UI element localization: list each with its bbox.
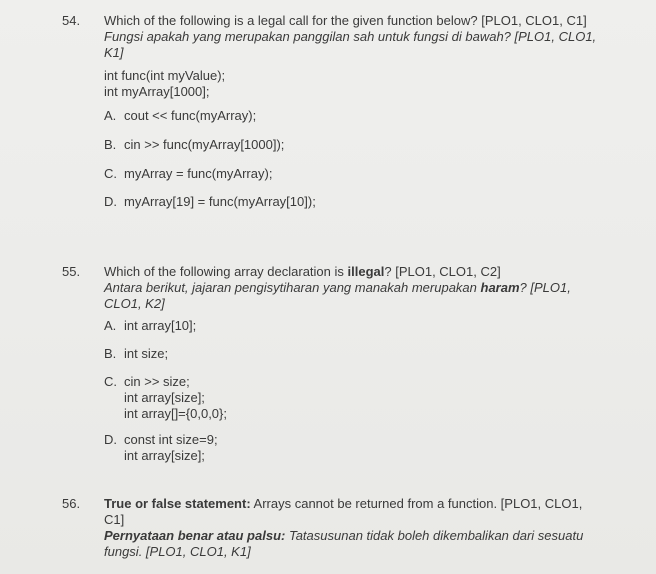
question-54-code-line1: int func(int myValue); [104, 68, 226, 83]
stem-keyword: illegal [347, 264, 385, 279]
question-55-option-c-line2: int array[size]; [124, 390, 205, 405]
question-55-option-a[interactable] [104, 318, 196, 334]
option-text: const int size=9; [124, 432, 218, 447]
question-54-number: 54. [62, 13, 81, 28]
question-54-translation-line2: K1] [104, 45, 124, 60]
question-56-translation-line1 [104, 528, 583, 544]
question-55-translation-line2: CLO1, K2] [104, 296, 165, 311]
question-55-option-c[interactable] [104, 374, 190, 390]
option-letter: C. [104, 166, 117, 181]
question-54-option-c[interactable] [104, 166, 272, 182]
option-text: myArray = func(myArray); [124, 166, 273, 181]
question-56-number: 56. [62, 496, 81, 511]
stem-text: Which of the following array declaration is [104, 264, 348, 279]
stem-text: ? [PLO1, CLO1, C2] [384, 264, 501, 279]
option-text: cout << func(myArray); [124, 108, 257, 123]
stem-text: Arrays cannot be returned from a function. [PLO1, CLO1, [250, 496, 583, 511]
question-56-stem-line2: C1] [104, 512, 125, 527]
translation-keyword: haram [480, 280, 520, 295]
question-55-option-c-line3: int array[]={0,0,0}; [124, 406, 227, 421]
translation-text: Tatasusunan tidak boleh dikembalikan dari sesuatu [285, 528, 584, 543]
option-letter: D. [104, 194, 117, 209]
option-letter: D. [104, 432, 117, 447]
question-55-option-b[interactable] [104, 346, 168, 362]
question-55-stem [104, 264, 501, 280]
question-54-option-d[interactable] [104, 194, 316, 210]
option-text: cin >> size; [124, 374, 190, 389]
option-text: int size; [124, 346, 169, 361]
question-55-number: 55. [62, 264, 81, 279]
option-text: cin >> func(myArray[1000]); [124, 137, 285, 152]
question-56-stem-line1 [104, 496, 582, 512]
translation-text: ? [PLO1, [519, 280, 571, 295]
option-text: myArray[19] = func(myArray[10]); [124, 194, 316, 209]
option-letter: B. [104, 346, 117, 361]
stem-keyword: True or false statement: [104, 496, 251, 511]
question-54-code-line2: int myArray[1000]; [104, 84, 210, 99]
question-54-option-a[interactable] [104, 108, 256, 124]
translation-keyword: Pernyataan benar atau palsu: [104, 528, 286, 543]
option-letter: C. [104, 374, 117, 389]
question-55-translation-line1 [104, 280, 571, 296]
option-letter: A. [104, 318, 117, 333]
question-54-option-b[interactable] [104, 137, 284, 153]
option-letter: B. [104, 137, 117, 152]
translation-text: Antara berikut, jajaran pengisytiharan yang manakah merupakan [104, 280, 481, 295]
question-54-translation-line1: Fungsi apakah yang merupakan panggilan sah untuk fungsi di bawah? [PLO1, CLO1, [104, 29, 597, 44]
question-55-option-d-line2: int array[size]; [124, 448, 205, 463]
option-letter: A. [104, 108, 117, 123]
question-55-option-d[interactable] [104, 432, 218, 448]
question-56-translation-line2: fungsi. [PLO1, CLO1, K1] [104, 544, 251, 559]
question-54-stem: Which of the following is a legal call for the given function below? [PLO1, CLO1, C1] [104, 13, 587, 28]
option-text: int array[10]; [124, 318, 197, 333]
